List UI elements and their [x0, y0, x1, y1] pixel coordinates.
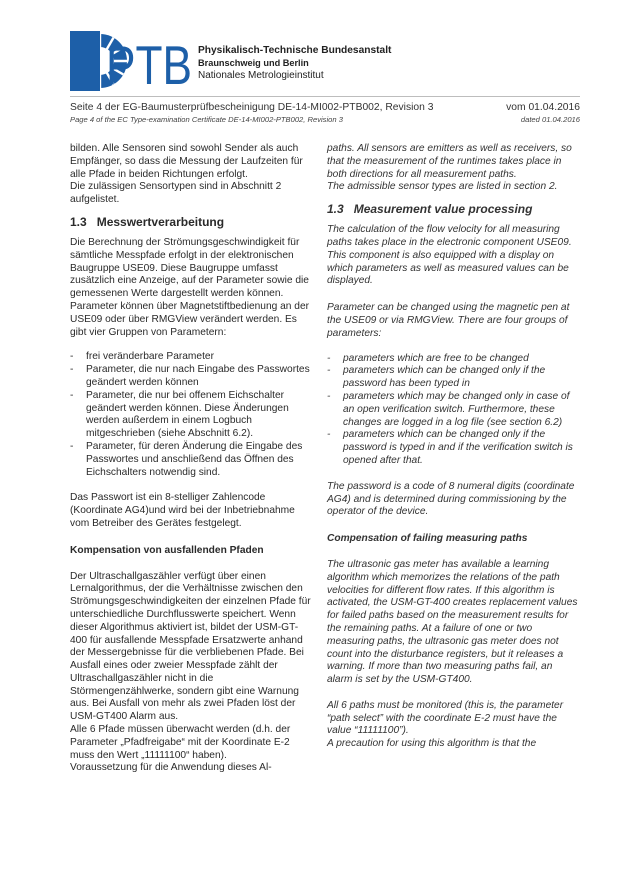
paragraph: Die zulässigen Sensortypen sind in Abschnitt 2 aufgelistet.: [70, 181, 282, 206]
parameter-group-list: [70, 351, 314, 479]
paragraph: The ultrasonic gas meter has available a learning algorithm which memorizes the relations of the path velocities for different flow rates. If this algorithm is activated, the USM-GT-400 creates replacement values for failed paths based on the measurement results for the remaining paths. At a failure of one or two measuring paths, the ultrasonic gas meter does not count into the disturbance registers, but it releases a warning. If more than two measuring paths fail, an alarm is set by the USM-GT400.: [327, 558, 578, 686]
paragraph: A precaution for using this algorithm is that the: [327, 738, 537, 750]
section-number: 1.3: [70, 214, 87, 229]
section-title: Messwertverarbeitung: [96, 214, 225, 229]
paragraph: All 6 paths must be monitored (this is, the parameter “path select” with the coordinate E-2 must have the value “11111100”).: [327, 699, 564, 737]
subsection-heading: Kompensation von ausfallenden Pfaden: [70, 544, 264, 556]
date-de: vom 01.04.2016: [506, 102, 580, 113]
org-name: Physikalisch-Technische Bundesanstalt: [198, 45, 392, 56]
section-heading-1-3: [327, 202, 580, 216]
list-item: - parameters which can be changed only if the password has been typed in: [327, 365, 580, 391]
section-heading-1-3: [70, 215, 314, 229]
org-subtitle: Nationales Metrologieinstitut: [198, 70, 324, 81]
paragraph: Das Passwort ist ein 8-stelliger Zahlencode (Koordinate AG4)und wird bei der Inbetriebnahme vom Betreiber des Gerätes festgelegt.: [70, 492, 295, 529]
list-item: - parameters which may be changed only in case of an open verification switch. Furthermore, these changes are logged in a log file (see section 6.2): [327, 391, 580, 429]
list-item: - parameters which can be changed only if the password is typed in and if the verification switch is opened after that.: [327, 429, 580, 467]
list-item: - frei veränderbare Parameter: [70, 351, 314, 364]
ptb-logo: [70, 31, 192, 96]
german-column: [70, 143, 314, 775]
page-info-de: Seite 4 der EG-Baumusterprüfbescheinigung DE-14-MI002-PTB002, Revision 3: [70, 102, 434, 113]
list-item: - Parameter, für deren Änderung die Eingabe des Passwortes und anschließend das Öffnen des Eichschalters notwendig sind.: [70, 441, 314, 479]
paragraph: Parameter can be changed using the magnetic pen at the USE09 or via RMGView. There are four groups of parameters:: [327, 302, 570, 339]
paragraph: The calculation of the flow velocity for all measuring paths takes place in the electronic component USE09. This component is also equipped with a display on which parameters as well as measured values can be displayed.: [327, 224, 572, 287]
org-locations: Braunschweig und Berlin: [198, 58, 309, 68]
list-item: - Parameter, die nur bei offenem Eichschalter geändert werden können. Diese Änderungen werden außerdem in einem Logbuch mitgeschrieben (siehe Abschnitt 6.2).: [70, 390, 314, 441]
paragraph: bilden. Alle Sensoren sind sowohl Sender als auch Empfänger, so dass die Messung der Laufzeiten für alle Pfade in beiden Richtungen erfolgt.: [70, 143, 303, 180]
paragraph: Voraussetzung für die Anwendung dieses Al-: [70, 762, 272, 774]
paragraph: Alle 6 Pfade müssen überwacht werden (d.h. der Parameter „Pfadfreigabe“ mit der Koordinate E-2 muss den Wert „11111100“ haben).: [70, 724, 291, 761]
parameter-group-list: [327, 353, 580, 468]
header-divider: [70, 96, 580, 97]
subsection-heading: Compensation of failing measuring paths: [327, 533, 528, 545]
date-en: dated 01.04.2016: [520, 115, 580, 124]
list-item: - parameters which are free to be changed: [327, 353, 580, 366]
ptb-logo-text: PTB: [106, 34, 192, 96]
paragraph: Parameter können über Magnetstiftbedienung an der USE09 oder über RMGView verändert werden. Es gibt vier Gruppen von Parametern:: [70, 300, 309, 338]
english-column: [327, 143, 580, 751]
list-item: - Parameter, die nur nach Eingabe des Passwortes geändert werden können: [70, 364, 314, 390]
paragraph: paths. All sensors are emitters as well as receivers, so that the measurement of the runtimes takes place in both directions for all measurement paths.: [327, 143, 572, 180]
page-info: [70, 101, 580, 125]
paragraph: Die Berechnung der Strömungsgeschwindigkeit für sämtliche Messpfade erfolgt in der elektronischen Baugruppe USE09. Diese Baugruppe umfasst zusätzlich eine Anzeige, auf der Parameter sowie die gemessenen Werte dargestellt werden können.: [70, 236, 309, 300]
section-title: Measurement value processing: [353, 202, 533, 217]
paragraph: The password is a code of 8 numeral digits (coordinate AG4) and is determined during commissioning by the operator of the device.: [327, 480, 575, 518]
page-info-en: Page 4 of the EC Type-examination Certificate DE-14-MI002-PTB002, Revision 3: [70, 115, 343, 124]
section-number: 1.3: [327, 202, 344, 217]
organization-block: [198, 45, 391, 82]
paragraph: The admissible sensor types are listed in section 2.: [327, 181, 558, 193]
paragraph: Der Ultraschallgaszähler verfügt über einen Lernalgorithmus, der die Verhältnisse zwischen den Strömungsgeschwindigkeiten der einzelnen Pfade für unterschiedliche Durchflusswerte speichert. Wenn dieser Algorithmus aktiviert ist, bildet der USM-GT-400 für ausfallende Messpfade Ersatzwerte anhand der Messergebnisse für die verbliebenen Pfade. Bei Ausfall eines oder zweier Messpfade zählt der Ultraschallgaszähler nicht in die Störmengenzählwerke, sondern gibt eine Warnung aus. Bei Ausfall von mehr als zwei Pfaden löst der USM-GT400 Alarm aus.: [70, 570, 311, 723]
